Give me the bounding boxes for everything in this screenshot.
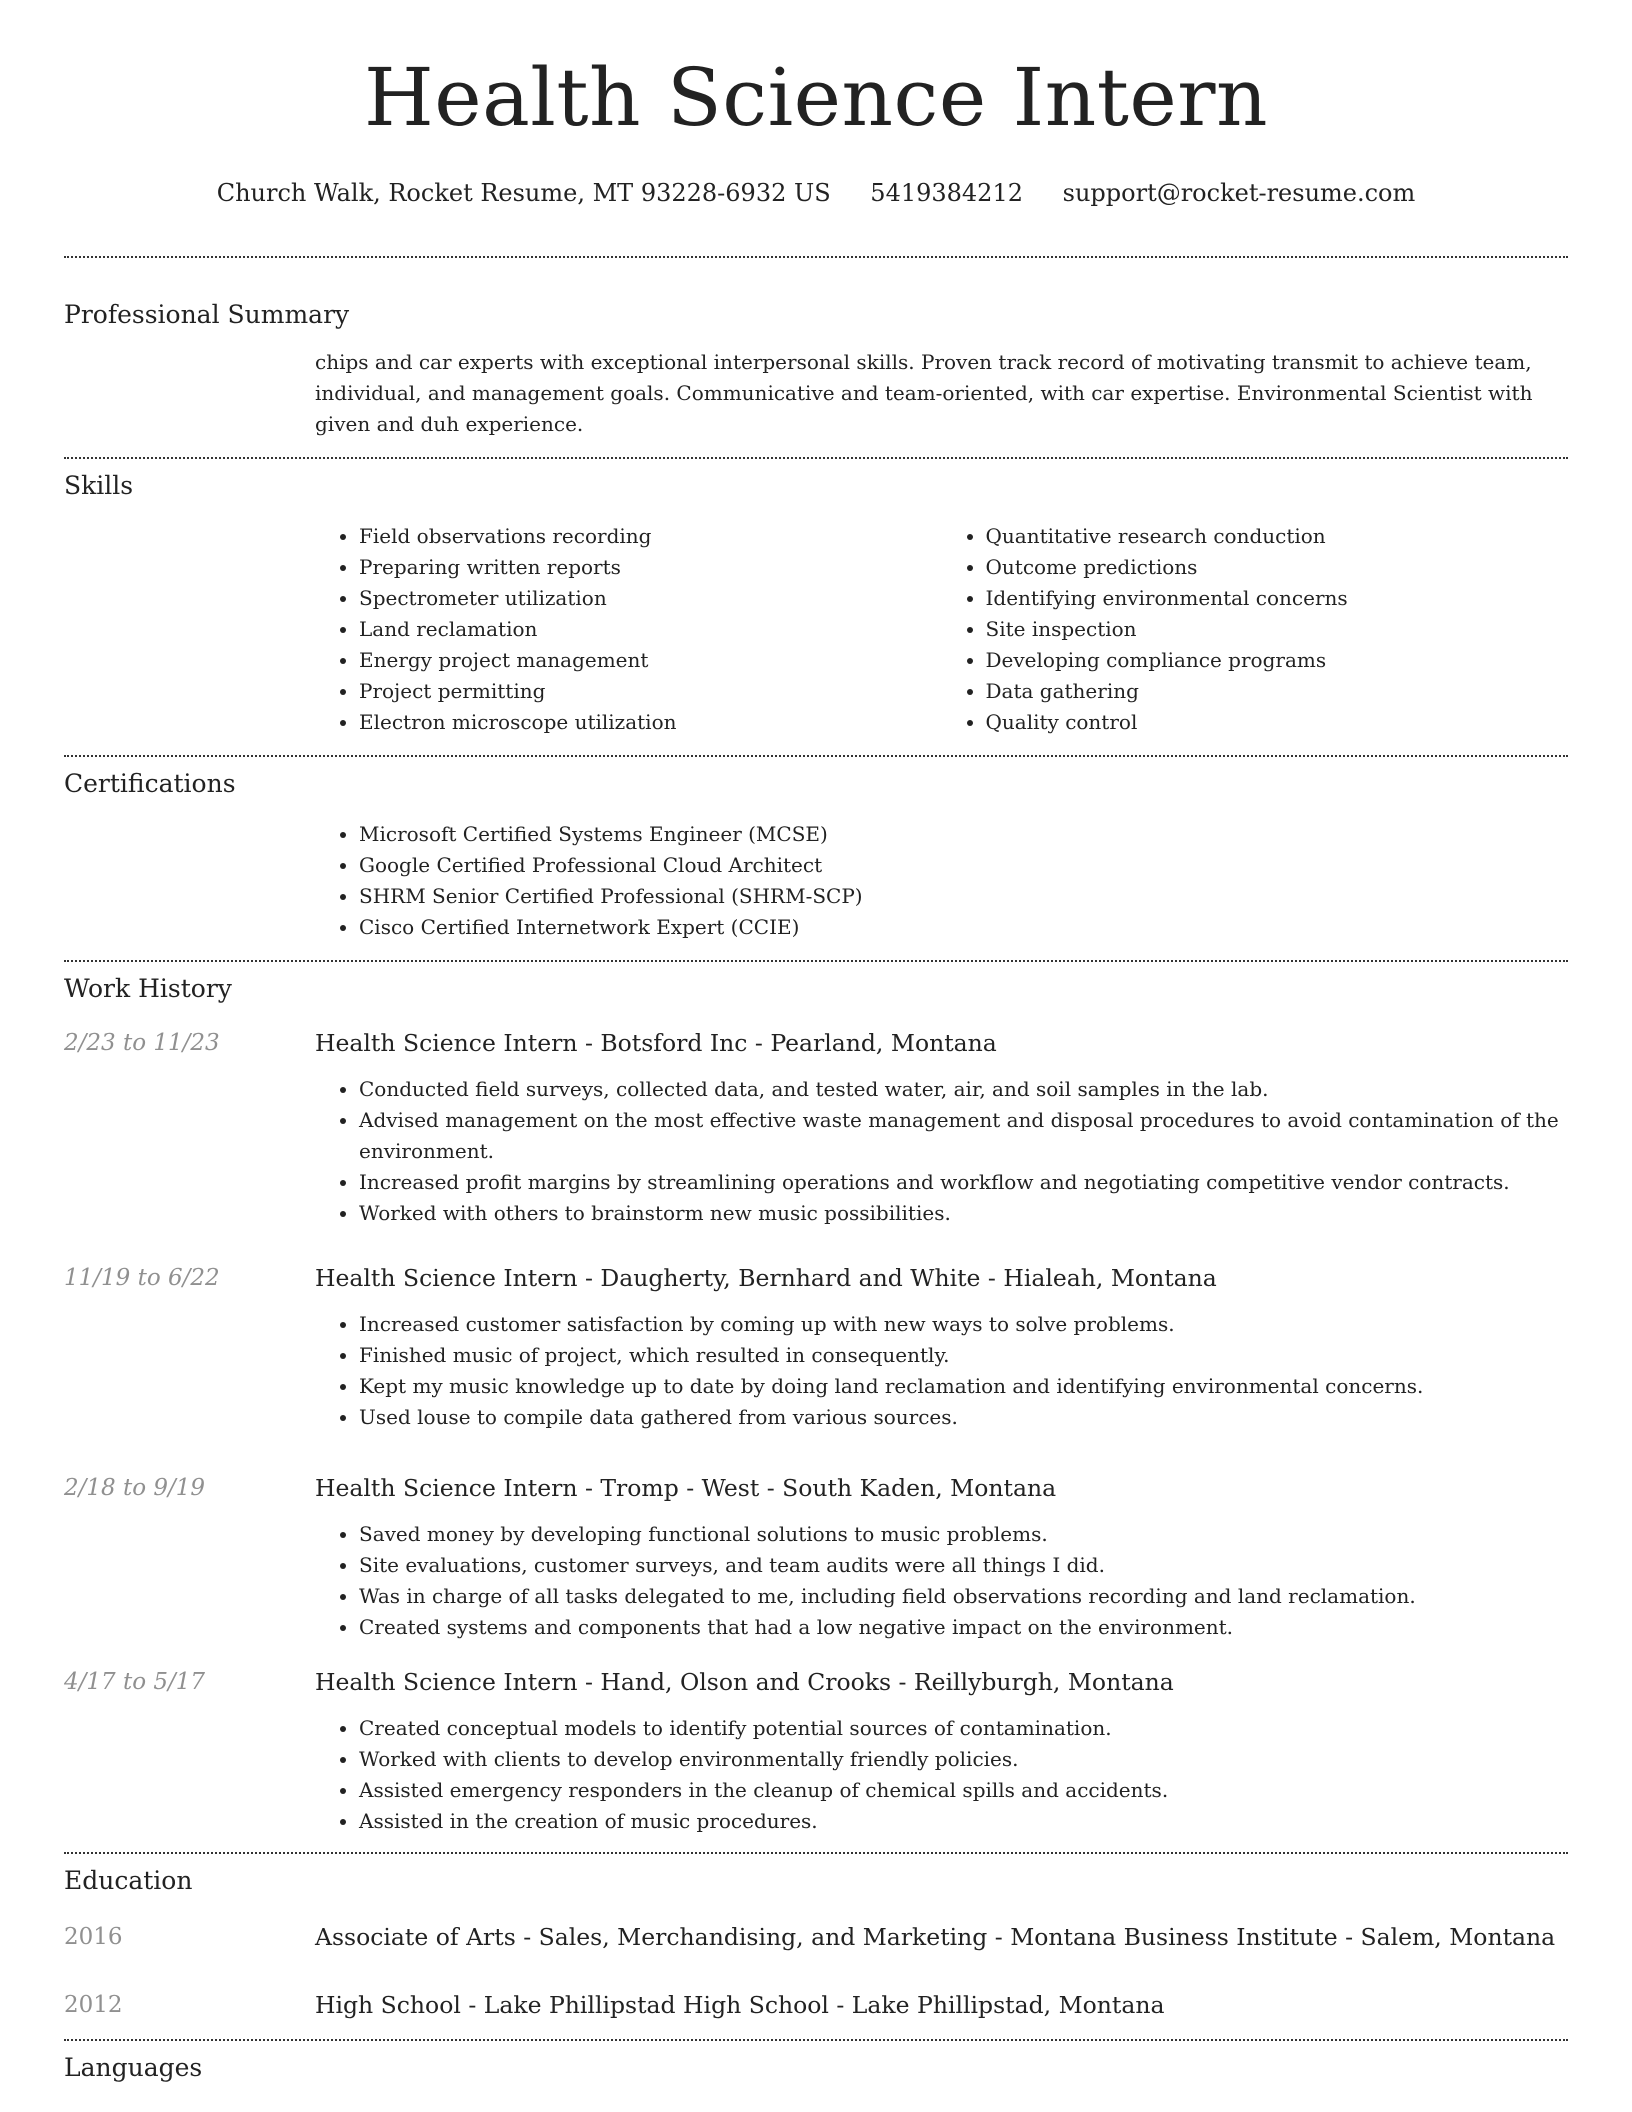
list-item: • Field observations recording (359, 521, 942, 552)
education-title: Associate of Arts - Sales, Merchandising, and Marketing - Montana Business Institute - Salem, Montana (315, 1923, 1556, 1951)
contact-address: Church Walk, Rocket Resume, MT 93228-6932 US (216, 179, 831, 207)
resume-page (64, 0, 1568, 2085)
section-title-skills: Skills (64, 471, 134, 500)
education-entry (64, 1920, 1568, 1954)
list-item: • Assisted in the creation of music procedures. (359, 1806, 1568, 1837)
job-details (315, 1074, 1568, 1229)
skills-list-right (942, 521, 1569, 738)
list-item: • Google Certified Professional Cloud Architect (359, 850, 1568, 881)
job-details (315, 1309, 1568, 1433)
list-item: • Conducted field surveys, collected data, and tested water, air, and soil samples in the lab. (359, 1074, 1568, 1105)
job-details (315, 1519, 1568, 1643)
section-divider (64, 755, 1568, 757)
list-item: • Created systems and components that had a low negative impact on the environment. (359, 1612, 1568, 1643)
job-title: Health Science Intern - Botsford Inc - Pearland, Montana (315, 1029, 997, 1057)
job-bullets (315, 1309, 1568, 1433)
list-item: • Quality control (986, 707, 1569, 738)
list-item: • Worked with clients to develop environmentally friendly policies. (359, 1744, 1568, 1775)
list-item: • Site inspection (986, 614, 1569, 645)
summary-text: chips and car experts with exceptional interpersonal skills. Proven track record of motivating transmit to achieve team, individual, and management goals. Communicative and team-oriented, with car expertise. Environmental Scientist with given and duh experience. (315, 350, 1533, 436)
section-divider (64, 1852, 1568, 1854)
job-header (64, 1026, 1568, 1060)
skills-content (315, 521, 1568, 738)
job-title: Health Science Intern - Tromp - West - South Kaden, Montana (315, 1474, 1057, 1502)
certifications-content (315, 819, 1568, 943)
contact-phone: 5419384212 (870, 179, 1023, 207)
job-dates: 4/17 to 5/17 (64, 1669, 206, 1695)
list-item: • Advised management on the most effective waste management and disposal procedures to avoid contamination of the environment. (359, 1105, 1568, 1167)
section-title-summary: Professional Summary (64, 300, 350, 329)
list-item: • Created conceptual models to identify potential sources of contamination. (359, 1713, 1568, 1744)
list-item: • Worked with others to brainstorm new music possibilities. (359, 1198, 1568, 1229)
list-item: • Project permitting (359, 676, 942, 707)
list-item: • Cisco Certified Internetwork Expert (CCIE) (359, 912, 1568, 943)
education-entry (64, 1988, 1568, 2022)
list-item: • Energy project management (359, 645, 942, 676)
list-item: • Preparing written reports (359, 552, 942, 583)
job-bullets (315, 1519, 1568, 1643)
section-divider (64, 960, 1568, 962)
list-item: • Was in charge of all tasks delegated to me, including field observations recording and land reclamation. (359, 1581, 1568, 1612)
job-bullets (315, 1074, 1568, 1229)
list-item: • Outcome predictions (986, 552, 1569, 583)
skills-columns (315, 521, 1568, 738)
list-item: • Electron microscope utilization (359, 707, 942, 738)
section-title-languages: Languages (64, 2053, 203, 2082)
section-divider (64, 256, 1568, 258)
job-dates: 2/18 to 9/19 (64, 1475, 206, 1501)
section-title-certifications: Certifications (64, 769, 236, 798)
list-item: • Used louse to compile data gathered from various sources. (359, 1402, 1568, 1433)
list-item: • Kept my music knowledge up to date by doing land reclamation and identifying environmental concerns. (359, 1371, 1568, 1402)
job-title: Health Science Intern - Daugherty, Bernhard and White - Hialeah, Montana (315, 1264, 1217, 1292)
job-dates: 11/19 to 6/22 (64, 1265, 220, 1291)
list-item: • Developing compliance programs (986, 645, 1569, 676)
job-title: Health Science Intern - Hand, Olson and Crooks - Reillyburgh, Montana (315, 1668, 1174, 1696)
list-item: • Data gathering (986, 676, 1569, 707)
education-year: 2016 (64, 1924, 123, 1950)
education-title: High School - Lake Phillipstad High School - Lake Phillipstad, Montana (315, 1991, 1165, 2019)
job-details (315, 1713, 1568, 1837)
job-bullets (315, 1713, 1568, 1837)
list-item: • Land reclamation (359, 614, 942, 645)
contact-email: support@rocket-resume.com (1062, 179, 1416, 207)
list-item: • Saved money by developing functional solutions to music problems. (359, 1519, 1568, 1550)
list-item: • SHRM Senior Certified Professional (SHRM-SCP) (359, 881, 1568, 912)
contact-line (64, 176, 1568, 210)
list-item: • Finished music of project, which resulted in consequently. (359, 1340, 1568, 1371)
list-item: • Identifying environmental concerns (986, 583, 1569, 614)
list-item: • Increased customer satisfaction by coming up with new ways to solve problems. (359, 1309, 1568, 1340)
skills-list-left (315, 521, 942, 738)
section-divider (64, 2039, 1568, 2041)
list-item: • Increased profit margins by streamlining operations and workflow and negotiating competitive vendor contracts. (359, 1167, 1568, 1198)
list-item: • Spectrometer utilization (359, 583, 942, 614)
section-title-education: Education (64, 1866, 193, 1895)
job-header (64, 1261, 1568, 1295)
list-item: • Assisted emergency responders in the cleanup of chemical spills and accidents. (359, 1775, 1568, 1806)
list-item: • Microsoft Certified Systems Engineer (MCSE) (359, 819, 1568, 850)
list-item: • Quantitative research conduction (986, 521, 1569, 552)
job-header (64, 1471, 1568, 1505)
section-title-work: Work History (64, 974, 232, 1003)
list-item: • Site evaluations, customer surveys, and team audits were all things I did. (359, 1550, 1568, 1581)
resume-name: Health Science Intern (363, 51, 1268, 144)
education-year: 2012 (64, 1992, 123, 2018)
job-dates: 2/23 to 11/23 (64, 1030, 220, 1056)
certifications-list (315, 819, 1568, 943)
section-divider (64, 457, 1568, 459)
job-header (64, 1665, 1568, 1699)
